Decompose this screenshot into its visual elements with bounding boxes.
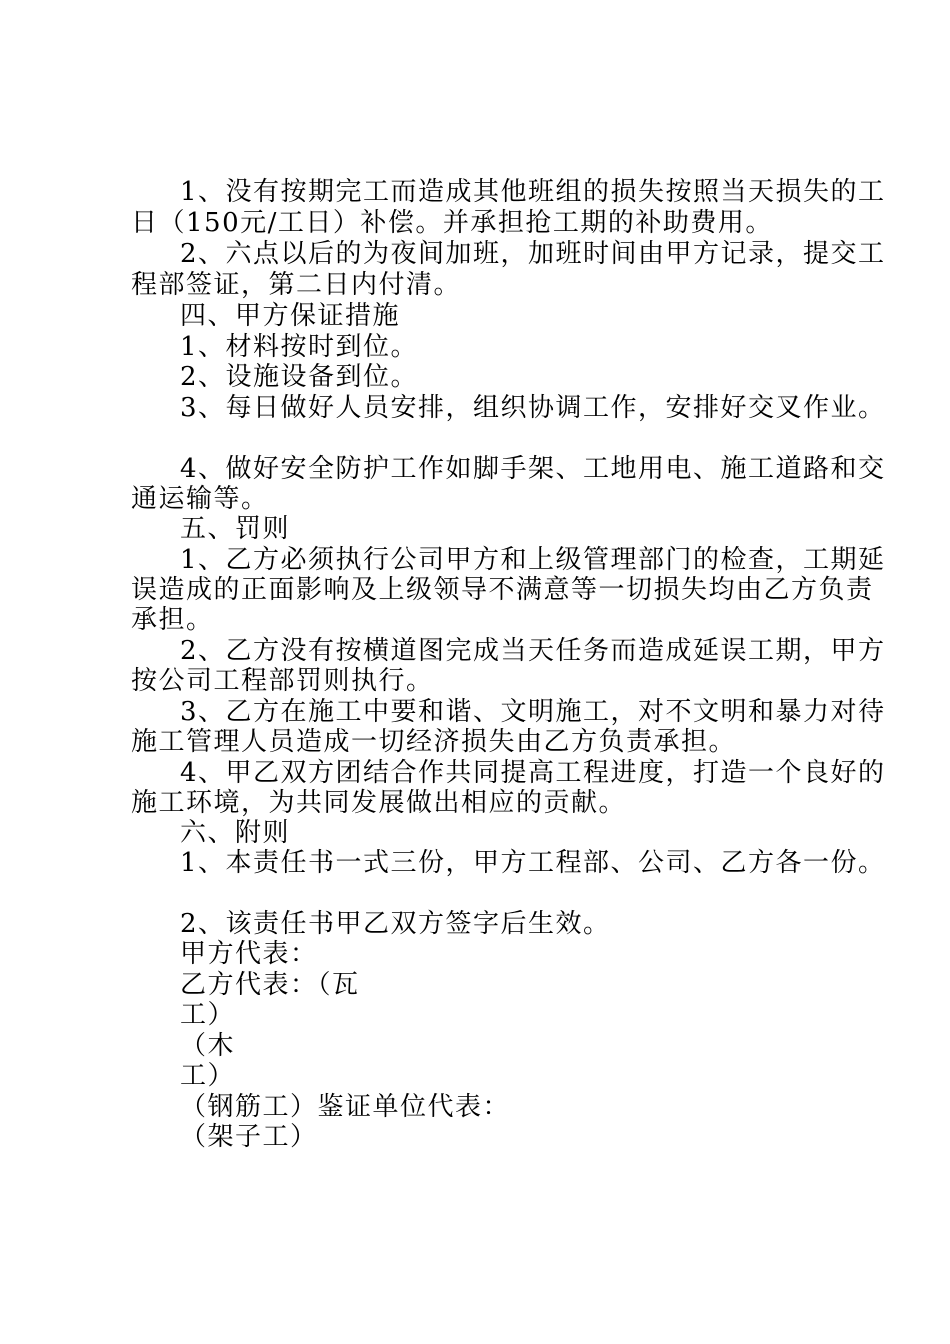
section-heading: 六、附则	[180, 818, 291, 848]
signature-line: 甲方代表：	[180, 939, 318, 969]
signature-line: （架子工）	[180, 1122, 318, 1152]
clause-line: 按公司工程部罚则执行。	[131, 666, 434, 696]
clause-line: 日（150元/工日）补偿。并承担抢工期的补助费用。	[131, 208, 773, 238]
signature-line: 乙方代表：（瓦	[180, 970, 360, 1000]
clause-line: 施工环境，为共同发展做出相应的贡献。	[131, 788, 627, 818]
clause-line: 1、材料按时到位。	[180, 332, 419, 362]
signature-line: （钢筋工）鉴证单位代表：	[180, 1092, 511, 1122]
clause-line: 2、该责任书甲乙双方签字后生效。	[180, 909, 611, 939]
signature-line: 工）	[180, 1000, 236, 1030]
clause-line: 通运输等。	[131, 484, 269, 514]
signature-line: 工）	[180, 1061, 236, 1091]
clause-line: 1、乙方必须执行公司甲方和上级管理部门的检查，工期延	[180, 545, 886, 575]
clause-line: 4、甲乙双方团结合作共同提高工程进度，打造一个良好的	[180, 758, 886, 788]
section-heading: 五、罚则	[180, 514, 291, 544]
clause-line: 2、六点以后的为夜间加班，加班时间由甲方记录，提交工	[180, 239, 886, 269]
clause-line: 2、设施设备到位。	[180, 362, 419, 392]
clause-line: 2、乙方没有按横道图完成当天任务而造成延误工期，甲方	[180, 636, 886, 666]
clause-line: 承担。	[131, 605, 214, 635]
section-heading: 四、甲方保证措施	[180, 301, 401, 331]
clause-line: 3、每日做好人员安排，组织协调工作，安排好交叉作业。	[180, 393, 886, 423]
clause-line: 程部签证，第二日内付清。	[131, 270, 462, 300]
clause-line: 4、做好安全防护工作如脚手架、工地用电、施工道路和交	[180, 454, 886, 484]
clause-line: 施工管理人员造成一切经济损失由乙方负责承担。	[131, 727, 737, 757]
clause-line: 1、没有按期完工而造成其他班组的损失按照当天损失的工	[180, 177, 886, 207]
signature-line: （木	[180, 1031, 236, 1061]
clause-line: 误造成的正面影响及上级领导不满意等一切损失均由乙方负责	[131, 575, 874, 605]
clause-line: 3、乙方在施工中要和谐、文明施工，对不文明和暴力对待	[180, 697, 886, 727]
clause-line: 1、本责任书一式三份，甲方工程部、公司、乙方各一份。	[180, 848, 886, 878]
